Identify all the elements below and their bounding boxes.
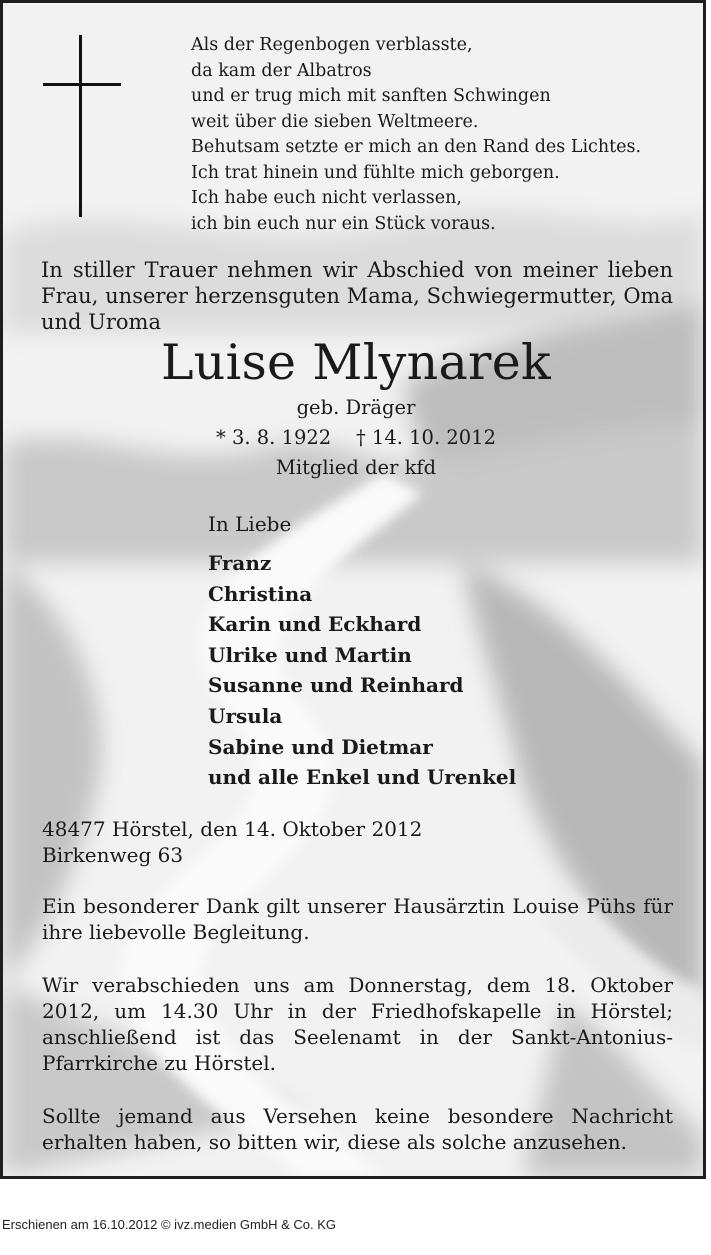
street: Birkenweg 63 <box>42 843 184 867</box>
mourner-name: Sabine und Dietmar <box>208 734 433 759</box>
address-block <box>42 816 422 868</box>
birth-date: * 3. 8. 1922 <box>216 426 332 449</box>
poem-line: Ich habe euch nicht verlassen, <box>191 188 462 208</box>
poem-line: und er trug mich mit sanften Schwingen <box>191 86 551 106</box>
deceased-name: Luise Mlynarek <box>160 334 552 391</box>
mourner-name: Franz <box>208 551 272 575</box>
poem-line: Behutsam setzte er mich an den Rand des Lichtes. <box>191 137 642 157</box>
mourners-list <box>208 548 516 793</box>
membership: Mitglied der kfd <box>275 456 437 479</box>
mourners-heading: In Liebe <box>208 512 292 536</box>
poem-line: ich bin euch nur ein Stück voraus. <box>191 213 496 234</box>
poem <box>191 33 681 237</box>
life-dates <box>3 426 706 450</box>
poem-line: weit über die sieben Weltmeere. <box>191 111 479 132</box>
poem-line: Ich trat hinein und fühlte mich geborgen. <box>191 162 560 183</box>
death-date: † 14. 10. 2012 <box>355 426 496 449</box>
mourner-name: Susanne und Reinhard <box>208 673 464 698</box>
notice-paragraph: Sollte jemand aus Versehen keine besondere Nachricht erhalten haben, so bitten wir, diese als solche anzusehen. <box>42 1104 673 1154</box>
mourner-name: Ulrike und Martin <box>208 642 412 667</box>
funeral-paragraph: Wir verabschieden uns am Donnerstag, dem 18. Oktober 2012, um 14.30 Uhr in der Friedhofskapelle in Hörstel; anschließend ist das Seelenamt in der Sankt-Antonius-Pfarrkirche zu Hörstel. <box>42 973 673 1075</box>
poem-line: Als der Regenbogen verblasste, <box>191 35 473 55</box>
publication-footer: Erschienen am 16.10.2012 © ivz.medien GmbH & Co. KG <box>2 1217 337 1232</box>
poem-line: da kam der Albatros <box>191 60 372 81</box>
mourner-name: Ursula <box>208 703 283 728</box>
thanks-paragraph: Ein besonderer Dank gilt unserer Hausärztin Louise Pühs für ihre liebevolle Begleitung. <box>42 894 673 944</box>
intro-text: In stiller Trauer nehmen wir Abschied von meiner lieben Frau, unserer herzensguten Mama, Schwiegermutter, Oma und Uroma <box>41 258 673 334</box>
mourner-name: Christina <box>208 581 313 606</box>
cross-icon <box>43 35 121 217</box>
mourner-name: Karin und Eckhard <box>208 612 422 637</box>
place-date: 48477 Hörstel, den 14. Oktober 2012 <box>42 817 423 841</box>
birth-name: geb. Dräger <box>296 396 416 419</box>
mourner-name: und alle Enkel und Urenkel <box>208 765 517 790</box>
